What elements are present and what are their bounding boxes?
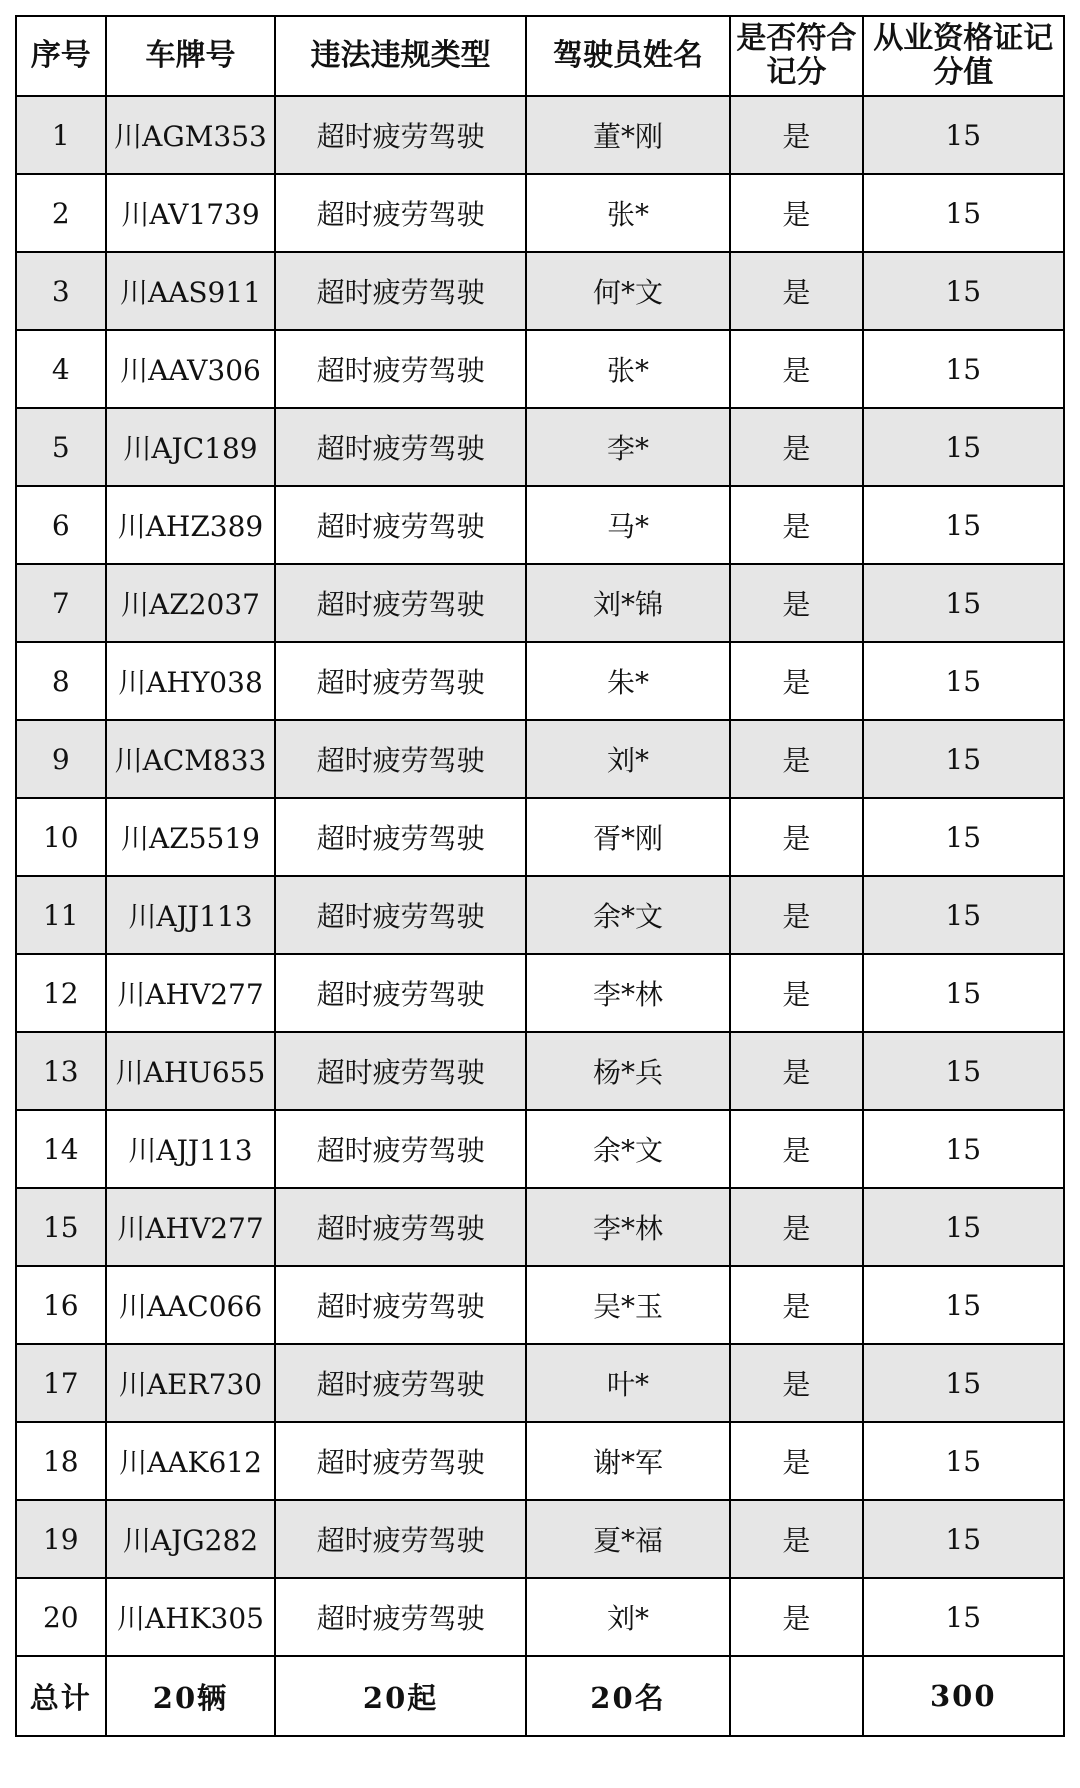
table-row bbox=[16, 642, 1064, 720]
cell-violation-type: 超时疲劳驾驶 bbox=[275, 1266, 525, 1344]
table-row bbox=[16, 1578, 1064, 1656]
table-row bbox=[16, 252, 1064, 330]
header-eligible: 是否符合记分 bbox=[730, 16, 862, 96]
cell-eligible: 是 bbox=[730, 1110, 862, 1188]
cell-points: 15 bbox=[863, 564, 1065, 642]
cell-eligible: 是 bbox=[730, 954, 862, 1032]
cell-violation-type: 超时疲劳驾驶 bbox=[275, 1032, 525, 1110]
cell-plate: 川AJC189 bbox=[106, 408, 276, 486]
table-body bbox=[16, 96, 1064, 1656]
cell-points: 15 bbox=[863, 1344, 1065, 1422]
cell-index: 3 bbox=[16, 252, 106, 330]
cell-driver-name: 刘*锦 bbox=[526, 564, 731, 642]
cell-eligible: 是 bbox=[730, 798, 862, 876]
totals-label: 总计 bbox=[16, 1656, 106, 1736]
cell-index: 11 bbox=[16, 876, 106, 954]
cell-plate: 川AHY038 bbox=[106, 642, 276, 720]
cell-points: 15 bbox=[863, 96, 1065, 174]
cell-violation-type: 超时疲劳驾驶 bbox=[275, 642, 525, 720]
cell-plate: 川AZ5519 bbox=[106, 798, 276, 876]
table-row bbox=[16, 564, 1064, 642]
cell-index: 6 bbox=[16, 486, 106, 564]
cell-plate: 川AJJ113 bbox=[106, 876, 276, 954]
table-row bbox=[16, 1032, 1064, 1110]
table-row bbox=[16, 330, 1064, 408]
table-row bbox=[16, 96, 1064, 174]
cell-eligible: 是 bbox=[730, 330, 862, 408]
cell-driver-name: 胥*刚 bbox=[526, 798, 731, 876]
cell-plate: 川AHK305 bbox=[106, 1578, 276, 1656]
cell-violation-type: 超时疲劳驾驶 bbox=[275, 1344, 525, 1422]
cell-violation-type: 超时疲劳驾驶 bbox=[275, 252, 525, 330]
cell-plate: 川AHV277 bbox=[106, 1188, 276, 1266]
cell-driver-name: 吴*玉 bbox=[526, 1266, 731, 1344]
cell-index: 19 bbox=[16, 1500, 106, 1578]
totals-row bbox=[16, 1656, 1064, 1736]
violation-table bbox=[15, 15, 1065, 1737]
cell-index: 12 bbox=[16, 954, 106, 1032]
cell-violation-type: 超时疲劳驾驶 bbox=[275, 876, 525, 954]
cell-points: 15 bbox=[863, 720, 1065, 798]
table-row bbox=[16, 720, 1064, 798]
table-row bbox=[16, 798, 1064, 876]
cell-points: 15 bbox=[863, 1188, 1065, 1266]
cell-eligible: 是 bbox=[730, 96, 862, 174]
cell-points: 15 bbox=[863, 408, 1065, 486]
header-driver-name: 驾驶员姓名 bbox=[526, 16, 731, 96]
table-row bbox=[16, 1422, 1064, 1500]
table-row bbox=[16, 1188, 1064, 1266]
header-points: 从业资格证记分值 bbox=[863, 16, 1065, 96]
cell-eligible: 是 bbox=[730, 252, 862, 330]
table-row bbox=[16, 876, 1064, 954]
cell-driver-name: 夏*福 bbox=[526, 1500, 731, 1578]
cell-eligible: 是 bbox=[730, 1422, 862, 1500]
cell-plate: 川AHV277 bbox=[106, 954, 276, 1032]
cell-plate: 川AJJ113 bbox=[106, 1110, 276, 1188]
cell-driver-name: 叶* bbox=[526, 1344, 731, 1422]
cell-violation-type: 超时疲劳驾驶 bbox=[275, 1578, 525, 1656]
cell-violation-type: 超时疲劳驾驶 bbox=[275, 330, 525, 408]
cell-eligible: 是 bbox=[730, 1578, 862, 1656]
cell-index: 9 bbox=[16, 720, 106, 798]
cell-violation-type: 超时疲劳驾驶 bbox=[275, 1422, 525, 1500]
cell-driver-name: 李*林 bbox=[526, 1188, 731, 1266]
cell-driver-name: 刘* bbox=[526, 720, 731, 798]
cell-plate: 川AJG282 bbox=[106, 1500, 276, 1578]
cell-driver-name: 李* bbox=[526, 408, 731, 486]
cell-plate: 川AAK612 bbox=[106, 1422, 276, 1500]
cell-index: 13 bbox=[16, 1032, 106, 1110]
totals-violations: 20起 bbox=[275, 1656, 525, 1736]
table-row bbox=[16, 1266, 1064, 1344]
cell-index: 4 bbox=[16, 330, 106, 408]
cell-eligible: 是 bbox=[730, 1266, 862, 1344]
cell-points: 15 bbox=[863, 1266, 1065, 1344]
table-row bbox=[16, 1500, 1064, 1578]
cell-eligible: 是 bbox=[730, 720, 862, 798]
cell-points: 15 bbox=[863, 954, 1065, 1032]
cell-eligible: 是 bbox=[730, 174, 862, 252]
cell-violation-type: 超时疲劳驾驶 bbox=[275, 408, 525, 486]
cell-index: 1 bbox=[16, 96, 106, 174]
header-index: 序号 bbox=[16, 16, 106, 96]
cell-violation-type: 超时疲劳驾驶 bbox=[275, 1188, 525, 1266]
cell-driver-name: 杨*兵 bbox=[526, 1032, 731, 1110]
table-row bbox=[16, 486, 1064, 564]
cell-index: 7 bbox=[16, 564, 106, 642]
cell-index: 20 bbox=[16, 1578, 106, 1656]
table-row bbox=[16, 954, 1064, 1032]
cell-eligible: 是 bbox=[730, 486, 862, 564]
cell-eligible: 是 bbox=[730, 1188, 862, 1266]
cell-driver-name: 谢*军 bbox=[526, 1422, 731, 1500]
totals-vehicles: 20辆 bbox=[106, 1656, 276, 1736]
cell-eligible: 是 bbox=[730, 1344, 862, 1422]
totals-eligible bbox=[730, 1656, 862, 1736]
cell-eligible: 是 bbox=[730, 642, 862, 720]
cell-points: 15 bbox=[863, 642, 1065, 720]
cell-violation-type: 超时疲劳驾驶 bbox=[275, 486, 525, 564]
violation-table-container bbox=[15, 15, 1065, 1737]
cell-points: 15 bbox=[863, 1032, 1065, 1110]
cell-plate: 川AAV306 bbox=[106, 330, 276, 408]
cell-points: 15 bbox=[863, 252, 1065, 330]
cell-plate: 川AHU655 bbox=[106, 1032, 276, 1110]
cell-violation-type: 超时疲劳驾驶 bbox=[275, 954, 525, 1032]
cell-violation-type: 超时疲劳驾驶 bbox=[275, 798, 525, 876]
cell-driver-name: 朱* bbox=[526, 642, 731, 720]
cell-eligible: 是 bbox=[730, 564, 862, 642]
cell-plate: 川AGM353 bbox=[106, 96, 276, 174]
cell-points: 15 bbox=[863, 486, 1065, 564]
table-row bbox=[16, 1110, 1064, 1188]
header-violation-type: 违法违规类型 bbox=[275, 16, 525, 96]
cell-plate: 川AV1739 bbox=[106, 174, 276, 252]
cell-index: 17 bbox=[16, 1344, 106, 1422]
cell-driver-name: 余*文 bbox=[526, 1110, 731, 1188]
cell-driver-name: 张* bbox=[526, 174, 731, 252]
cell-driver-name: 马* bbox=[526, 486, 731, 564]
cell-plate: 川AAS911 bbox=[106, 252, 276, 330]
cell-eligible: 是 bbox=[730, 1500, 862, 1578]
cell-eligible: 是 bbox=[730, 408, 862, 486]
cell-points: 15 bbox=[863, 1500, 1065, 1578]
cell-index: 2 bbox=[16, 174, 106, 252]
header-plate: 车牌号 bbox=[106, 16, 276, 96]
table-row bbox=[16, 1344, 1064, 1422]
cell-index: 15 bbox=[16, 1188, 106, 1266]
cell-points: 15 bbox=[863, 174, 1065, 252]
cell-index: 18 bbox=[16, 1422, 106, 1500]
cell-index: 8 bbox=[16, 642, 106, 720]
cell-plate: 川AER730 bbox=[106, 1344, 276, 1422]
cell-points: 15 bbox=[863, 798, 1065, 876]
cell-points: 15 bbox=[863, 330, 1065, 408]
cell-index: 10 bbox=[16, 798, 106, 876]
cell-plate: 川AAC066 bbox=[106, 1266, 276, 1344]
cell-index: 5 bbox=[16, 408, 106, 486]
cell-violation-type: 超时疲劳驾驶 bbox=[275, 1500, 525, 1578]
cell-points: 15 bbox=[863, 1578, 1065, 1656]
cell-index: 16 bbox=[16, 1266, 106, 1344]
cell-violation-type: 超时疲劳驾驶 bbox=[275, 96, 525, 174]
cell-violation-type: 超时疲劳驾驶 bbox=[275, 720, 525, 798]
cell-points: 15 bbox=[863, 1422, 1065, 1500]
cell-violation-type: 超时疲劳驾驶 bbox=[275, 1110, 525, 1188]
cell-driver-name: 李*林 bbox=[526, 954, 731, 1032]
cell-plate: 川ACM833 bbox=[106, 720, 276, 798]
cell-plate: 川AZ2037 bbox=[106, 564, 276, 642]
totals-points: 300 bbox=[863, 1656, 1065, 1736]
cell-driver-name: 董*刚 bbox=[526, 96, 731, 174]
cell-violation-type: 超时疲劳驾驶 bbox=[275, 174, 525, 252]
table-row bbox=[16, 174, 1064, 252]
cell-driver-name: 余*文 bbox=[526, 876, 731, 954]
table-row bbox=[16, 408, 1064, 486]
cell-plate: 川AHZ389 bbox=[106, 486, 276, 564]
table-header-row bbox=[16, 16, 1064, 96]
cell-index: 14 bbox=[16, 1110, 106, 1188]
cell-driver-name: 张* bbox=[526, 330, 731, 408]
cell-eligible: 是 bbox=[730, 1032, 862, 1110]
cell-driver-name: 何*文 bbox=[526, 252, 731, 330]
totals-drivers: 20名 bbox=[526, 1656, 731, 1736]
cell-driver-name: 刘* bbox=[526, 1578, 731, 1656]
cell-points: 15 bbox=[863, 876, 1065, 954]
cell-violation-type: 超时疲劳驾驶 bbox=[275, 564, 525, 642]
cell-eligible: 是 bbox=[730, 876, 862, 954]
cell-points: 15 bbox=[863, 1110, 1065, 1188]
